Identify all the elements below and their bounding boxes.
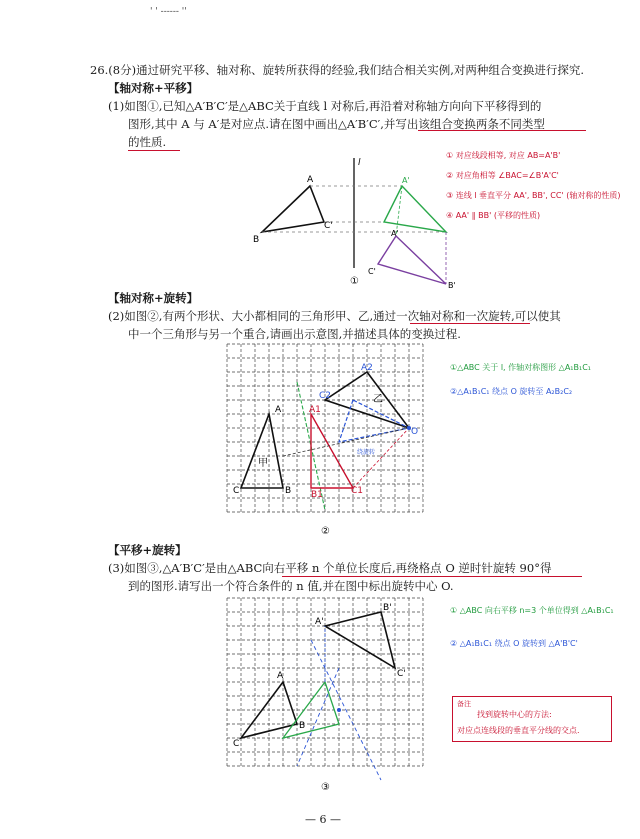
fig2-note-1: ①△ABC 关于 l, 作轴对称图形 △A₁B₁C₁ [450,363,591,372]
fig2-label-yi: 乙 [373,394,383,405]
fig2-note-2: ②△A₁B₁C₁ 绕点 O 旋转至 A₂B₂C₂ [450,387,573,396]
fig1-note-3: ③ 连线 l 垂直平分 AA', BB', CC' (轴对称的性质) [446,191,621,200]
fig3-box-line1: 找到旋转中心的方法: [477,710,552,719]
underline-part3-a [282,576,582,577]
fig2-grid [227,344,423,512]
fig3-label-C: C [233,739,240,749]
fig3-label-Cp: C' [397,669,406,679]
fig2-label-C1: C1 [351,486,364,496]
question-number: 26. [90,63,109,77]
fig1-label-C: C' [324,221,333,231]
fig1-label-A: A [307,175,314,185]
fig2-label-C: C [233,486,240,496]
part1-line1: (1)如图①,已知△A′B′C′是△ABC关于直线 l 对称后,再沿着对称轴方向向下平移得到的 [108,99,542,113]
fig1-label-A1: A' [402,176,410,185]
part1-line2: 图形,其中 A 与 A′是对应点.请在图中画出△A′B′C′,并写出该组合变换两条不同类型 [128,117,545,131]
fig2-label-A: A [275,405,282,415]
fig1-note-2: ② 对应角相等 ∠BAC=∠B'A'C' [446,171,559,180]
question-score: (8分) [108,63,137,77]
question-header [90,62,584,78]
fig2-label-O: O [411,427,419,437]
triangle-abc [262,186,324,232]
part2-line2: 中一个三角形与另一个重合,请画出示意图,并描述具体的变换过程. [128,327,461,341]
underline-part1-a [418,130,586,131]
fig1-label-C1: C' [368,267,376,276]
fig3-label-Bp: B' [383,603,392,613]
section2-title: 【轴对称+旋转】 [108,291,199,305]
triangle-blue [339,400,409,442]
triangle-translated-purple [378,236,446,284]
figure-3 [225,596,425,796]
triangle-reflected-green [384,186,446,232]
header-marks: ' ' ------ '' [150,7,187,17]
fig3-label-B: B [299,721,306,731]
fig3-box-title: 备注 [457,700,471,708]
triangle-jia [241,414,283,488]
section1-title: 【轴对称+平移】 [108,81,199,95]
underline-part1-b [128,150,180,151]
figure-2 [225,342,425,542]
fig1-note-4: ④ AA' ∥ BB' (平移的性质) [446,211,541,220]
fig1-line-label: l [358,158,361,168]
fig1-number: ① [350,276,359,287]
fig1-label-B: B [253,235,260,245]
fig3-number: ③ [321,782,330,793]
fig3-note-2: ② △A₁B₁C₁ 绕点 O 旋转到 △A'B'C' [450,639,578,648]
fig2-label-A1: A1 [309,405,321,415]
fig3-note-box [452,696,612,742]
section3-title: 【平移+旋转】 [108,543,187,557]
fig3-label-Ap: A' [315,617,324,627]
part3-line1: (3)如图③,△A′B′C′是由△ABC向右平移 n 个单位长度后,再绕格点 O 逆时针旋转 90°得 [108,561,552,575]
fig1-note-1: ① 对应线段相等, 对应 AB=A'B' [446,151,561,160]
fig1-label-B1: B' [448,281,456,290]
fig2-label-C2: C2 [319,391,332,401]
part2-line1: (2)如图②,有两个形状、大小都相同的三角形甲、乙,通过一次轴对称和一次旋转,可以使其 [108,309,561,323]
part3-line2: 到的图形.请写出一个符合条件的 n 值,并在图中标出旋转中心 O. [128,579,454,593]
fig2-small-note: 绕旋转 [357,449,376,456]
fig1-label-A2: A' [391,229,399,238]
fig3-note-1: ① △ABC 向右平移 n=3 个单位得到 △A₁B₁C₁ [450,606,614,615]
fig3-label-A: A [277,671,284,681]
fig2-number: ② [321,526,330,537]
fig3-box-line2: 对应点连线段的垂直平分线的交点. [457,726,580,735]
fig2-label-B1: B1 [311,490,323,500]
fig2-label-A2: A2 [361,363,373,373]
part1-line3: 的性质. [128,135,167,149]
underline-part2 [410,323,530,324]
fig2-label-jia: 甲 [258,458,268,469]
fig2-label-B: B [285,486,292,496]
question-intro: 通过研究平移、轴对称、旋转所获得的经验,我们结合相关实例,对两种组合变换进行探究. [136,63,585,77]
page-number: — 6 — [305,813,341,826]
